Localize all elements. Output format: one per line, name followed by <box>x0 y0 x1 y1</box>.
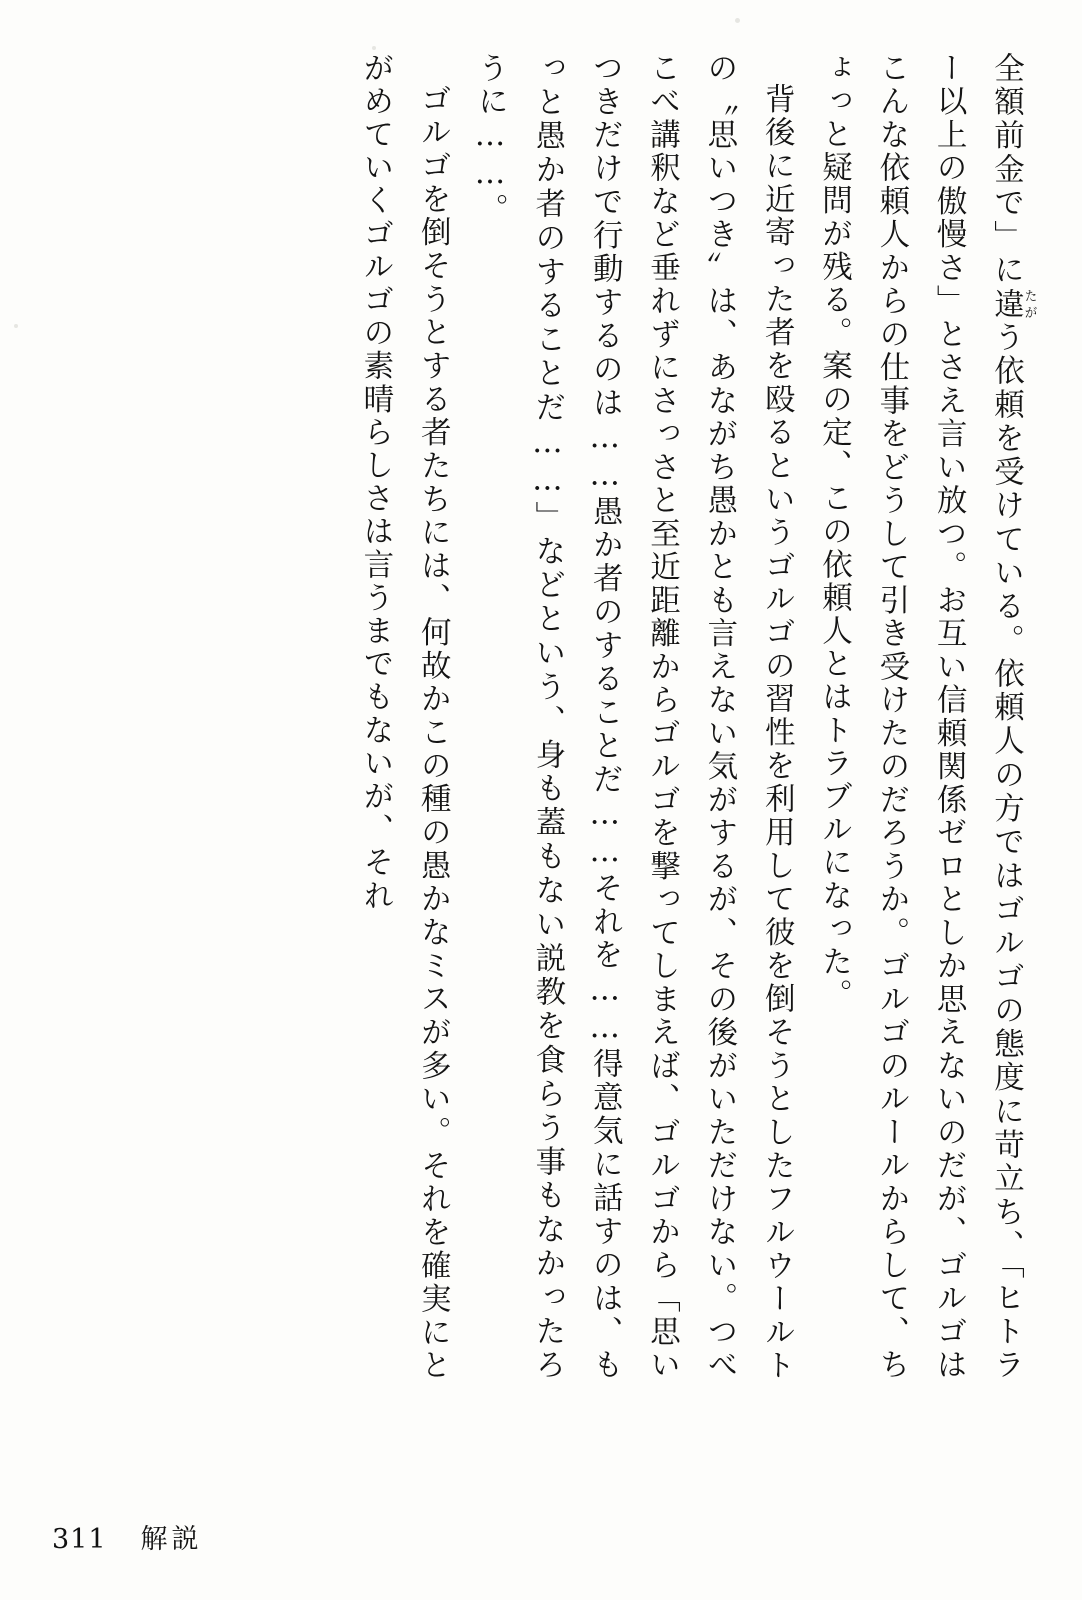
page-footer <box>52 1517 203 1556</box>
paragraph-1 <box>805 52 1036 1382</box>
scan-speck <box>372 46 376 50</box>
scan-speck <box>735 18 740 23</box>
page-number: 311 <box>52 1524 107 1555</box>
paragraph-3-text: ゴルゴを倒そうとする者たちには、何故かこの種の愚かなミスが多い。それを確実にとがめていくゴルゴの素晴らしさは言うまでもないが、それ <box>357 52 451 1382</box>
paragraph-1-text: 全額前金で」に違たがう依頼を受けている。依頼人の方ではゴルゴの態度に苛立ち、「ヒトラー以上の傲慢さ」とさえ言い放つ。お互い信頼関係ゼロとしか思えないのだが、ゴルゴはこんな依頼人からの仕事をどうして引き受けたのだろうか。ゴルゴのルールからして、ちょっと疑問が残る。案の定、この依頼人とはトラブルになった。 <box>816 52 1037 1383</box>
page-body-text <box>136 52 1036 1382</box>
paragraph-3 <box>347 52 462 1382</box>
running-foot-title: 解説 <box>140 1524 203 1555</box>
paragraph-2 <box>461 52 805 1382</box>
paragraph-2-text: 背後に近寄った者を殴るというゴルゴの習性を利用して彼を倒そうとしたフルウールトの〝思いつき〟は、あながち愚かとも言えない気がするが、その後がいただけない。つべこべ講釈など垂れずにさっさと至近距離からゴルゴを撃ってしまえば、ゴルゴから「思いつきだけで行動するのは……愚か者のすることだ……それを……得意気に話すのは、もっと愚か者のすることだ……」などという、身も蓋もない説教を食らう事もなかったろうに……。 <box>472 52 795 1382</box>
scan-speck <box>14 324 18 328</box>
ruby-annotation: 違たが <box>988 287 1037 322</box>
